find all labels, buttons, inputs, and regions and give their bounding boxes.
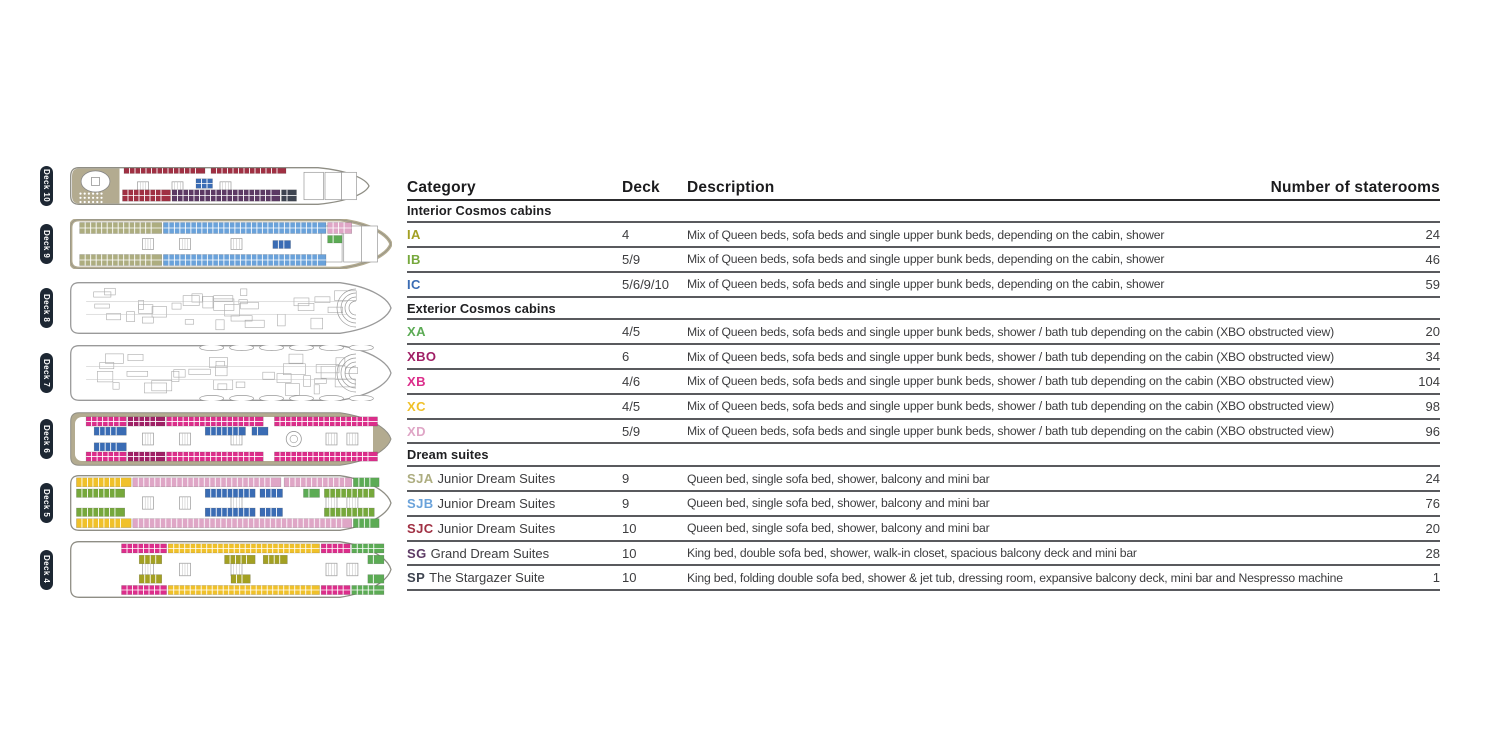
category-code: SJA [407,471,434,487]
category-cell [407,374,622,389]
stateroom-table [407,176,1440,591]
ship-outline-drawing [70,345,392,401]
category-code: SJB [407,495,434,511]
deck-cell: 10 [622,520,637,536]
deck-cell: 4/6 [622,373,641,389]
section-title: Dream suites [407,444,1440,467]
table-row [407,345,1440,370]
category-code: IB [407,251,421,267]
category-name: Grand Dream Suites [430,545,550,561]
section-title: Exterior Cosmos cabins [407,298,1440,321]
category-cell [407,227,622,242]
category-cell [407,399,622,414]
category-cell [407,570,622,585]
category-name: Junior Dream Suites [437,520,556,536]
deck-label: Deck 5 [40,483,53,523]
stateroom-count-cell: 28 [1425,545,1440,561]
stateroom-count-cell: 34 [1425,349,1440,365]
stateroom-count-cell: 46 [1425,251,1440,267]
description-cell: Mix of Queen beds, sofa beds and single upper bunk beds, shower / bath tub depending on the cabin (XBO obstructed view) [687,374,1334,389]
description-cell: Queen bed, single sofa bed, shower, balcony and mini bar [687,521,990,536]
category-code: XA [407,324,426,340]
ship-outline-drawing [70,412,392,466]
deck-cell: 10 [622,570,637,586]
deck-label: Deck 6 [40,419,53,459]
stateroom-count-cell: 24 [1425,471,1440,487]
ship-outline-drawing [70,282,392,334]
category-code: SG [407,545,427,561]
category-name: Junior Dream Suites [437,471,556,487]
description-cell: Queen bed, single sofa bed, shower, balcony and mini bar [687,496,990,511]
ship-outline-drawing [70,475,392,531]
category-code: XB [407,373,426,389]
deck-plan-deck-4 [38,541,403,598]
deck-cell: 5/9 [622,423,641,439]
deck-label: Deck 9 [40,224,53,264]
category-name: Junior Dream Suites [437,495,556,511]
header-deck: Deck [622,178,660,196]
deck-cell: 4/5 [622,324,641,340]
ship-outline-drawing [70,167,370,205]
deck-cell: 9 [622,495,630,511]
table-row [407,542,1440,567]
description-cell: King bed, double sofa bed, shower, walk-in closet, spacious balcony deck and mini bar [687,546,1137,561]
stateroom-count-cell: 20 [1425,324,1440,340]
stateroom-count-cell: 20 [1425,520,1440,536]
category-code: SP [407,570,426,586]
stateroom-count-cell: 76 [1425,495,1440,511]
table-body [407,201,1440,592]
deck-plan-deck-10 [38,167,403,205]
description-cell: Mix of Queen beds, sofa beds and single upper bunk beds, shower / bath tub depending on the cabin (XBO obstructed view) [687,399,1334,414]
category-cell [407,324,622,339]
category-name: The Stargazer Suite [429,570,545,586]
table-row [407,467,1440,492]
category-code: XD [407,423,426,439]
stateroom-count-cell: 24 [1425,227,1440,243]
category-code: XBO [407,349,437,365]
deck-plan-deck-6 [38,412,403,466]
description-cell: Mix of Queen beds, sofa beds and single upper bunk beds, shower / bath tub depending on the cabin (XBO obstructed view) [687,424,1334,439]
table-row [407,273,1440,298]
category-code: IA [407,227,421,243]
category-cell [407,521,622,536]
deck-plan-deck-7 [38,345,403,401]
table-row [407,395,1440,420]
ship-outline-drawing [70,219,392,269]
section-title: Interior Cosmos cabins [407,201,1440,224]
category-code: XC [407,398,426,414]
stateroom-count-cell: 104 [1418,373,1440,389]
header-category: Category [407,178,476,196]
category-cell [407,424,622,439]
category-cell [407,546,622,561]
stateroom-count-cell: 96 [1425,423,1440,439]
description-cell: Mix of Queen beds, sofa beds and single upper bunk beds, depending on the cabin, shower [687,277,1165,292]
table-row [407,320,1440,345]
deck-plan-deck-5 [38,475,403,531]
description-cell: Mix of Queen beds, sofa beds and single upper bunk beds, shower / bath tub depending on the cabin (XBO obstructed view) [687,349,1334,364]
category-cell [407,277,622,292]
deck-label: Deck 4 [40,550,53,590]
category-code: SJC [407,520,434,536]
stateroom-count-cell: 98 [1425,398,1440,414]
table-row [407,248,1440,273]
deck-plans-panel [38,0,403,750]
deck-cell: 10 [622,545,637,561]
table-row [407,420,1440,445]
header-staterooms: Number of staterooms [1270,178,1440,196]
table-row [407,492,1440,517]
category-cell [407,471,622,486]
deck-label: Deck 7 [40,353,53,393]
category-cell [407,252,622,267]
deck-cell: 9 [622,471,630,487]
description-cell: King bed, folding double sofa bed, shower & jet tub, dressing room, expansive balcony deck, mini bar and Nespresso machine [687,570,1343,585]
stateroom-count-cell: 1 [1432,570,1440,586]
deck-cell: 4 [622,227,630,243]
ship-outline-drawing [70,541,392,598]
description-cell: Mix of Queen beds, sofa beds and single upper bunk beds, shower / bath tub depending on the cabin (XBO obstructed view) [687,324,1334,339]
header-description: Description [687,178,775,196]
stateroom-count-cell: 59 [1425,276,1440,292]
deck-cell: 6 [622,349,630,365]
category-cell [407,496,622,511]
deck-plan-deck-9 [38,219,403,269]
deck-label: Deck 8 [40,288,53,328]
description-cell: Mix of Queen beds, sofa beds and single upper bunk beds, depending on the cabin, shower [687,227,1165,242]
deck-label: Deck 10 [40,166,53,206]
category-cell [407,349,622,364]
table-row [407,370,1440,395]
table-row [407,566,1440,591]
table-row [407,517,1440,542]
deck-cell: 4/5 [622,398,641,414]
table-row [407,223,1440,248]
category-code: IC [407,276,421,292]
deck-cell: 5/6/9/10 [622,276,669,292]
description-cell: Queen bed, single sofa bed, shower, balcony and mini bar [687,471,990,486]
deck-cell: 5/9 [622,251,641,267]
description-cell: Mix of Queen beds, sofa beds and single upper bunk beds, depending on the cabin, shower [687,252,1165,267]
deck-plan-deck-8 [38,282,403,334]
table-header-row [407,176,1440,201]
